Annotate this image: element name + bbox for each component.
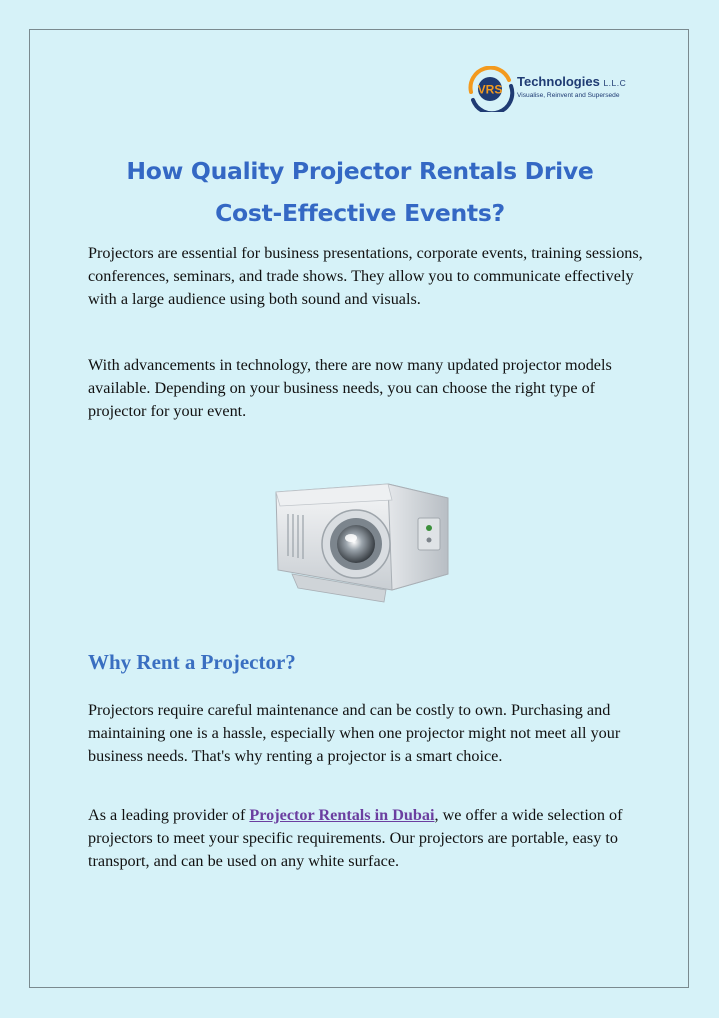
- provider-paragraph: [88, 804, 648, 873]
- title-line-1: How Quality Projector Rentals Drive: [126, 157, 594, 185]
- logo-tagline: Visualise, Reinvent and Supersede: [517, 92, 620, 99]
- logo-company-name: Technologies L.L.C: [517, 74, 627, 89]
- intro-paragraph: Projectors are essential for business presentations, corporate events, training sessions, conferences, seminars, and trade shows. They allow you to communicate effectively with a large audience using both sound and visuals.: [88, 244, 643, 308]
- projector-rentals-link[interactable]: Projector Rentals in Dubai: [249, 806, 435, 824]
- vrs-logo-icon: [463, 66, 519, 112]
- provider-text-before: As a leading provider of: [88, 806, 250, 824]
- provider-text-after: , we offer a wide selection of projectors to meet your specific requirements. Our projectors are portable, easy to transport, and can be used on any white surface.: [88, 806, 623, 870]
- logo-mark-text: VRS: [477, 82, 503, 97]
- technology-paragraph: With advancements in technology, there are now many updated projector models available. Depending on your business needs, you can choose the right type of projector for your event.: [88, 356, 612, 420]
- title-line-2: Cost-Effective Events?: [215, 199, 505, 227]
- company-logo[interactable]: [463, 66, 663, 112]
- why-rent-paragraph: Projectors require careful maintenance and can be costly to own. Purchasing and maintaining one is a hassle, especially when one projector might not meet all your business needs. That's why renting a projector is a smart choice.: [88, 701, 621, 765]
- page-title: [60, 150, 660, 234]
- projector-image: [268, 478, 454, 604]
- section-heading: Why Rent a Projector?: [88, 650, 296, 674]
